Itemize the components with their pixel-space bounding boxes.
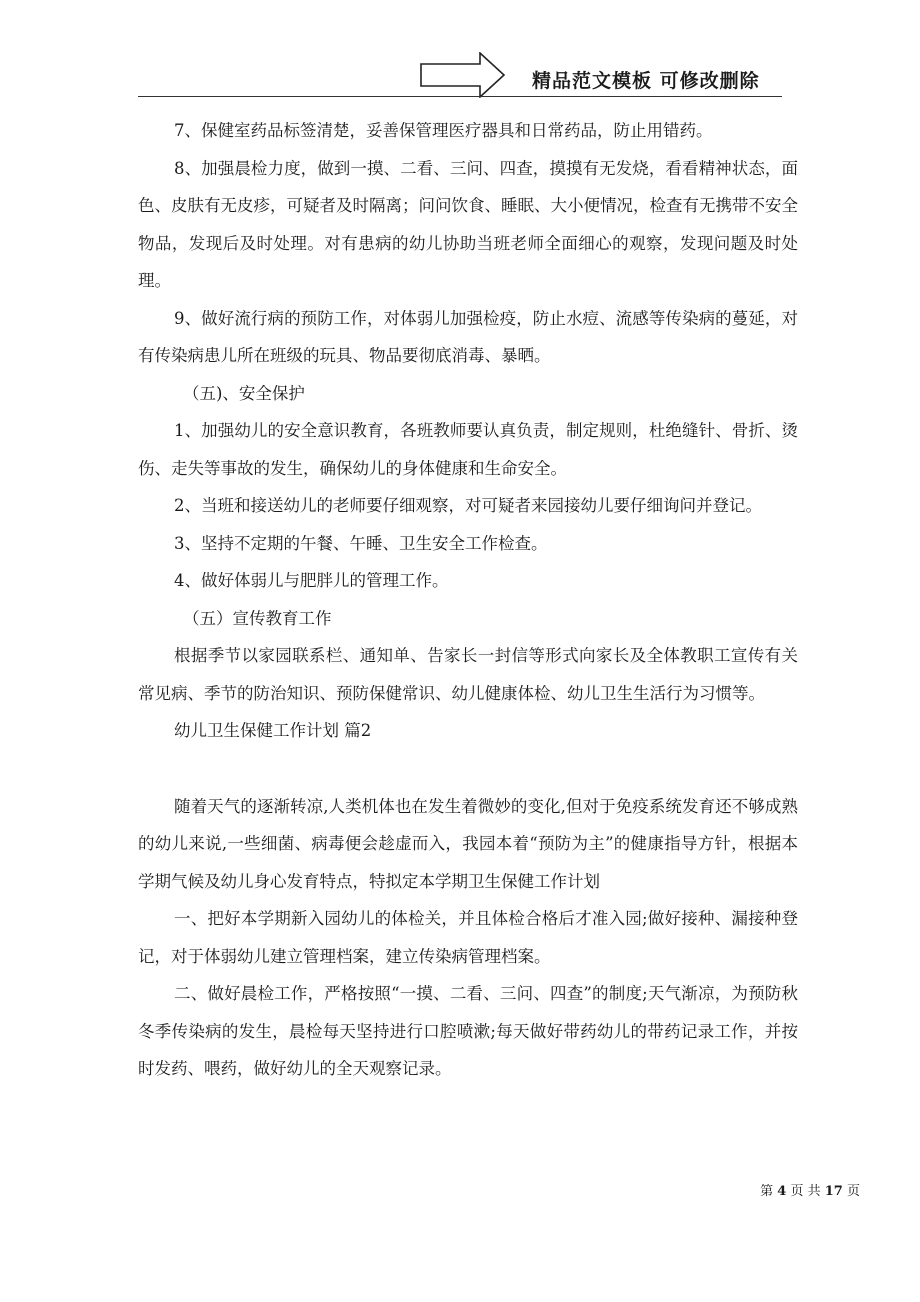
footer-suffix: 页: [846, 1184, 860, 1199]
paragraph-safety-3: 3、坚持不定期的午餐、午睡、卫生安全工作检查。: [174, 533, 548, 553]
paragraph-item-9: 9、做好流行病的预防工作，对体弱儿加强检疫，防止水痘、流感等传染病的蔓延，对有传染病患儿所在班级的玩具、物品要彻底消毒、暴晒。: [138, 308, 798, 365]
arrow-icon: [420, 52, 506, 98]
plan-title-2: 幼儿卫生保健工作计划 篇2: [174, 721, 372, 740]
paragraph-education: 根据季节以家园联系栏、通知单、告家长一封信等形式向家长及全体教职工宣传有关常见病、季节的防治知识、预防保健常识、幼儿健康体检、幼儿卫生生活行为习惯等。: [138, 646, 798, 703]
section-heading-education: （五）宣传教育工作: [183, 608, 332, 628]
paragraph-item-8: 8、加强晨检力度，做到一摸、二看、三问、四查，摸摸有无发烧，看看精神状态，面色、皮肤有无皮疹，可疑者及时隔离；问问饮食、睡眠、大小便情况，检查有无携带不安全物品，发现后及时处理。对有患病的幼儿协助当班老师全面细心的观察，发现问题及时处理。: [138, 158, 798, 290]
page-number: [760, 1180, 860, 1199]
header-divider: [138, 96, 782, 97]
blank-line: [138, 750, 798, 788]
footer-current-page: 4: [777, 1184, 787, 1199]
footer-prefix: 第: [760, 1184, 774, 1199]
footer-middle: 页 共: [790, 1184, 821, 1199]
paragraph-safety-2: 2、当班和接送幼儿的老师要仔细观察，对可疑者来园接幼儿要仔细询问并登记。: [174, 496, 762, 515]
paragraph-safety-4: 4、做好体弱儿与肥胖儿的管理工作。: [174, 571, 449, 590]
paragraph-item-7: 7、保健室药品标签清楚，妥善保管理医疗器具和日常药品，防止用错药。: [174, 121, 713, 140]
header-title: 精品范文模板 可修改删除: [532, 70, 760, 92]
section-heading-safety: （五)、安全保护: [183, 383, 305, 403]
footer-total-pages: 17: [824, 1184, 843, 1199]
paragraph-point-2: 二、做好晨检工作，严格按照“一摸、二看、三问、四查”的制度;天气渐凉，为预防秋冬季传染病的发生，晨检每天坚持进行口腔喷漱;每天做好带药幼儿的带药记录工作，并按时发药、喂药，做好幼儿的全天观察记录。: [138, 984, 798, 1078]
paragraph-point-1: 一、把好本学期新入园幼儿的体检关，并且体检合格后才准入园;做好接种、漏接种登记，对于体弱幼儿建立管理档案，建立传染病管理档案。: [138, 909, 798, 966]
paragraph-intro: 随着天气的逐渐转凉,人类机体也在发生着微妙的变化,但对于免疫系统发育还不够成熟的幼儿来说,一些细菌、病毒便会趁虚而入，我园本着“预防为主”的健康指导方针，根据本学期气候及幼儿身心发育特点，特拟定本学期卫生保健工作计划: [138, 796, 798, 891]
paragraph-safety-1: 1、加强幼儿的安全意识教育，各班教师要认真负责，制定规则，杜绝缝针、骨折、烫伤、走失等事故的发生，确保幼儿的身体健康和生命安全。: [138, 421, 798, 478]
document-body: [138, 112, 798, 1088]
